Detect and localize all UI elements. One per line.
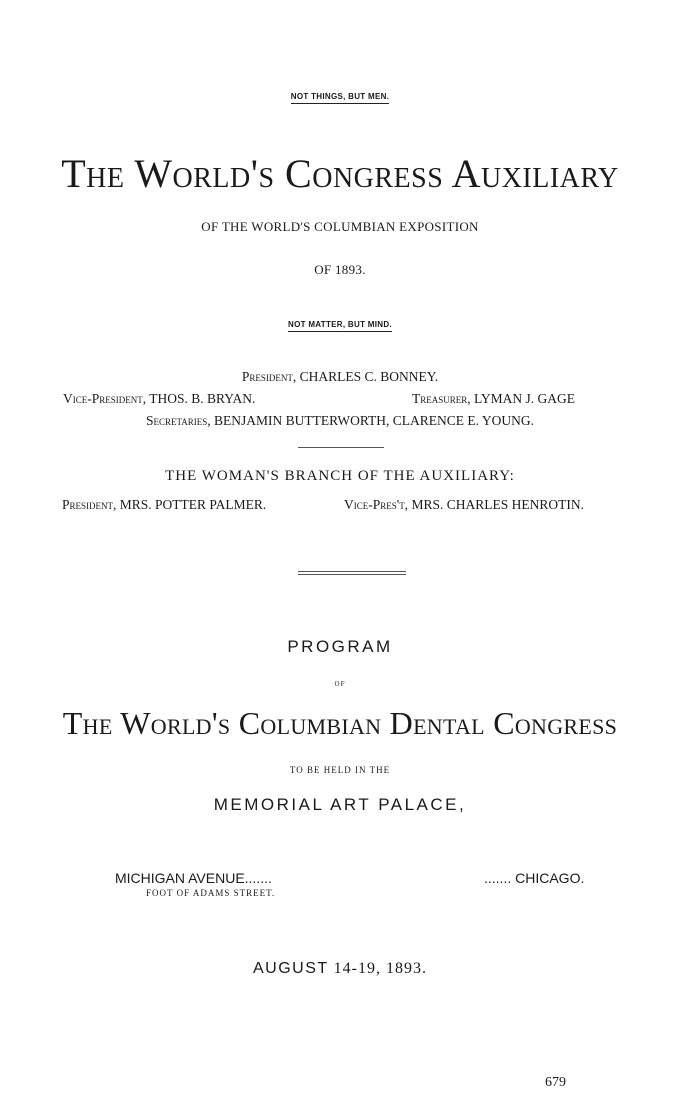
divider	[298, 571, 406, 572]
vice-president-label: Vice-President,	[63, 391, 147, 406]
president-name: CHARLES C. BONNEY.	[299, 369, 439, 384]
womans-vice-pres-name: MRS. CHARLES HENROTIN.	[411, 497, 584, 512]
program-title: The World's Columbian Dental Congress	[62, 705, 618, 741]
womans-president-label: President,	[62, 497, 117, 512]
year-line: OF 1893.	[314, 262, 366, 277]
womans-vice-pres-label: Vice-Pres't,	[344, 497, 409, 512]
president-label: President,	[241, 369, 297, 384]
program-heading: PROGRAM	[287, 637, 393, 656]
date-value: 14-19, 1893.	[333, 960, 427, 977]
street-right: ....... CHICAGO.	[484, 870, 585, 886]
venue: MEMORIAL ART PALACE,	[213, 795, 467, 814]
page-title: The World's Congress Auxiliary	[61, 151, 619, 196]
vice-president-line	[63, 391, 255, 407]
held-line: TO BE HELD IN THE	[289, 765, 391, 775]
womans-president-line	[62, 497, 266, 513]
secretaries-label: Secretaries,	[145, 413, 211, 428]
president-line	[0, 369, 680, 385]
womans-president-name: MRS. POTTER PALMER.	[119, 497, 267, 512]
treasurer-name: LYMAN J. GAGE	[474, 391, 576, 406]
program-of: OF	[334, 680, 346, 688]
divider	[298, 447, 384, 448]
page-number: 679	[545, 1075, 566, 1090]
secretaries-names: BENJAMIN BUTTERWORTH, CLARENCE E. YOUNG.	[213, 413, 535, 428]
treasurer-label: Treasurer,	[412, 391, 471, 406]
treasurer-line	[412, 391, 575, 407]
womans-branch-heading: THE WOMAN'S BRANCH OF THE AUXILIARY:	[165, 468, 515, 484]
secretaries-line	[0, 413, 680, 429]
street-left: MICHIGAN AVENUE.......	[115, 870, 272, 886]
date-label: AUGUST	[253, 960, 329, 977]
date-line	[0, 960, 680, 978]
subtitle: OF THE WORLD'S COLUMBIAN EXPOSITION	[201, 219, 479, 234]
street-sub: FOOT OF ADAMS STREET.	[146, 888, 276, 898]
womans-vice-pres-line	[344, 497, 584, 513]
vice-president-name: THOS. B. BRYAN.	[149, 391, 256, 406]
motto-top: NOT THINGS, BUT MEN.	[0, 92, 680, 104]
divider	[298, 574, 406, 575]
motto-bottom: NOT MATTER, BUT MIND.	[0, 320, 680, 332]
